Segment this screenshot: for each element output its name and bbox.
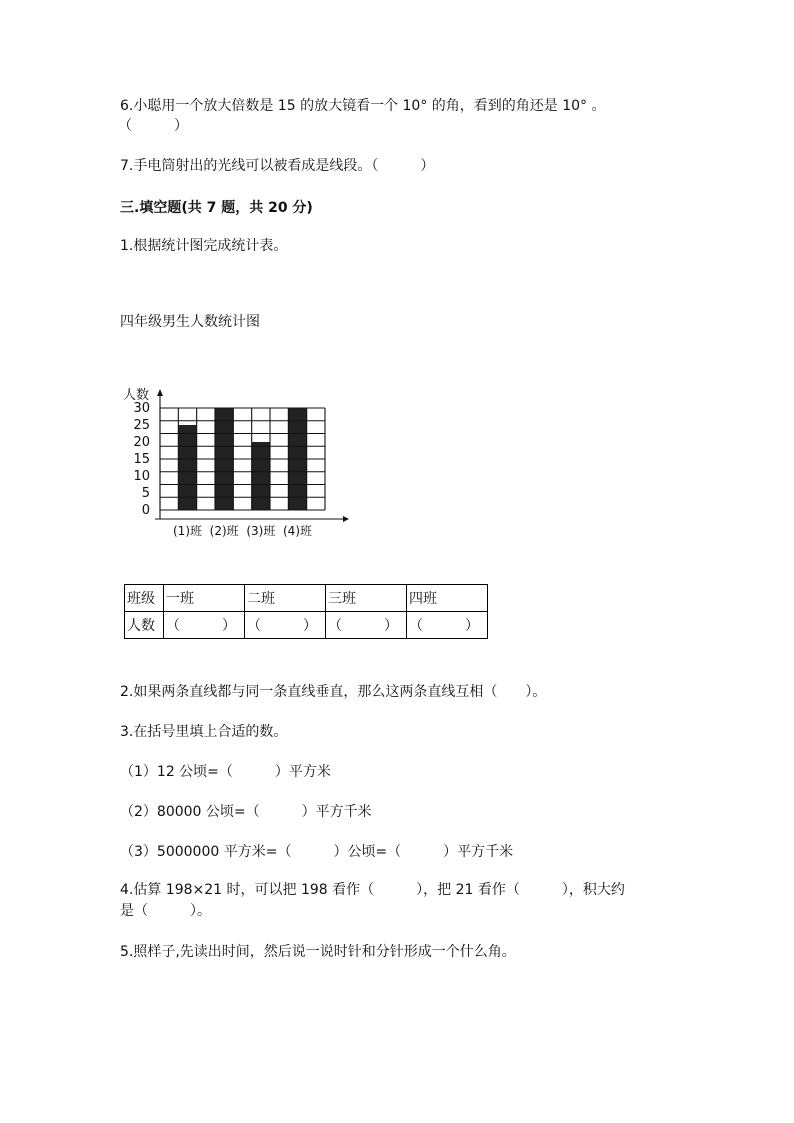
y-tick-label: 10: [133, 469, 150, 484]
table-col-4: 四班: [407, 585, 488, 612]
fill2-text: 2.如果两条直线都与同一条直线垂直，那么这两条直线互相（ ）。: [120, 684, 547, 700]
y-tick-label: 0: [141, 503, 150, 518]
x-tick-label: (1)班: [173, 524, 202, 538]
fill3-item-1: （1）12 公顷=（ ）平方米: [120, 764, 331, 780]
table-col-1: 一班: [164, 585, 245, 612]
q6-answer-blank: （ ）: [118, 118, 188, 134]
y-tick-label: 25: [133, 418, 150, 433]
table-header-row: [125, 585, 488, 612]
y-axis-arrow: [157, 389, 163, 396]
bar: [252, 442, 270, 510]
q6-text: 6.小聪用一个放大倍数是 15 的放大镜看一个 10° 的角，看到的角还是 10° 。: [120, 98, 606, 114]
table-row: [125, 612, 488, 639]
table-blank-2[interactable]: （ ）: [245, 612, 326, 639]
x-axis-arrow: [343, 516, 349, 522]
fill4-text-cont: 是（ ）。: [120, 903, 211, 919]
bar-chart: [115, 382, 355, 542]
y-tick-label: 20: [133, 435, 150, 450]
fill3-item-3: （3）5000000 平方米=（ ）公顷=（ ）平方千米: [120, 844, 514, 860]
y-tick-label: 30: [133, 401, 150, 416]
count-table: [124, 584, 488, 639]
chart-title: 四年级男生人数统计图: [120, 314, 260, 330]
table-blank-3[interactable]: （ ）: [326, 612, 407, 639]
fill3-text: 3.在括号里填上合适的数。: [120, 724, 288, 740]
table-header-label: 班级: [125, 585, 164, 612]
fill1-text: 1.根据统计图完成统计表。: [120, 238, 288, 254]
x-tick-label: (3)班: [246, 524, 276, 538]
y-axis-label: 人数: [123, 388, 150, 403]
y-tick-label: 15: [133, 452, 150, 467]
fill3-item-2: （2）80000 公顷=（ ）平方千米: [120, 804, 372, 820]
table-blank-1[interactable]: （ ）: [164, 612, 245, 639]
table-col-2: 二班: [245, 585, 326, 612]
section-heading: 三.填空题(共 7 题，共 20 分): [120, 200, 313, 216]
table-row-label: 人数: [125, 612, 164, 639]
x-tick-label: (2)班: [209, 524, 239, 538]
table-blank-4[interactable]: （ ）: [407, 612, 488, 639]
y-tick-label: 5: [141, 486, 150, 501]
fill4-text: 4.估算 198×21 时，可以把 198 看作（ ），把 21 看作（ ），积大约: [120, 882, 625, 898]
x-tick-label: (4)班: [283, 524, 312, 538]
table-col-3: 三班: [326, 585, 407, 612]
fill5-text: 5.照样子,先读出时间，然后说一说时针和分针形成一个什么角。: [120, 944, 516, 960]
q7-text: 7.手电筒射出的光线可以被看成是线段。（ ）: [120, 158, 435, 174]
